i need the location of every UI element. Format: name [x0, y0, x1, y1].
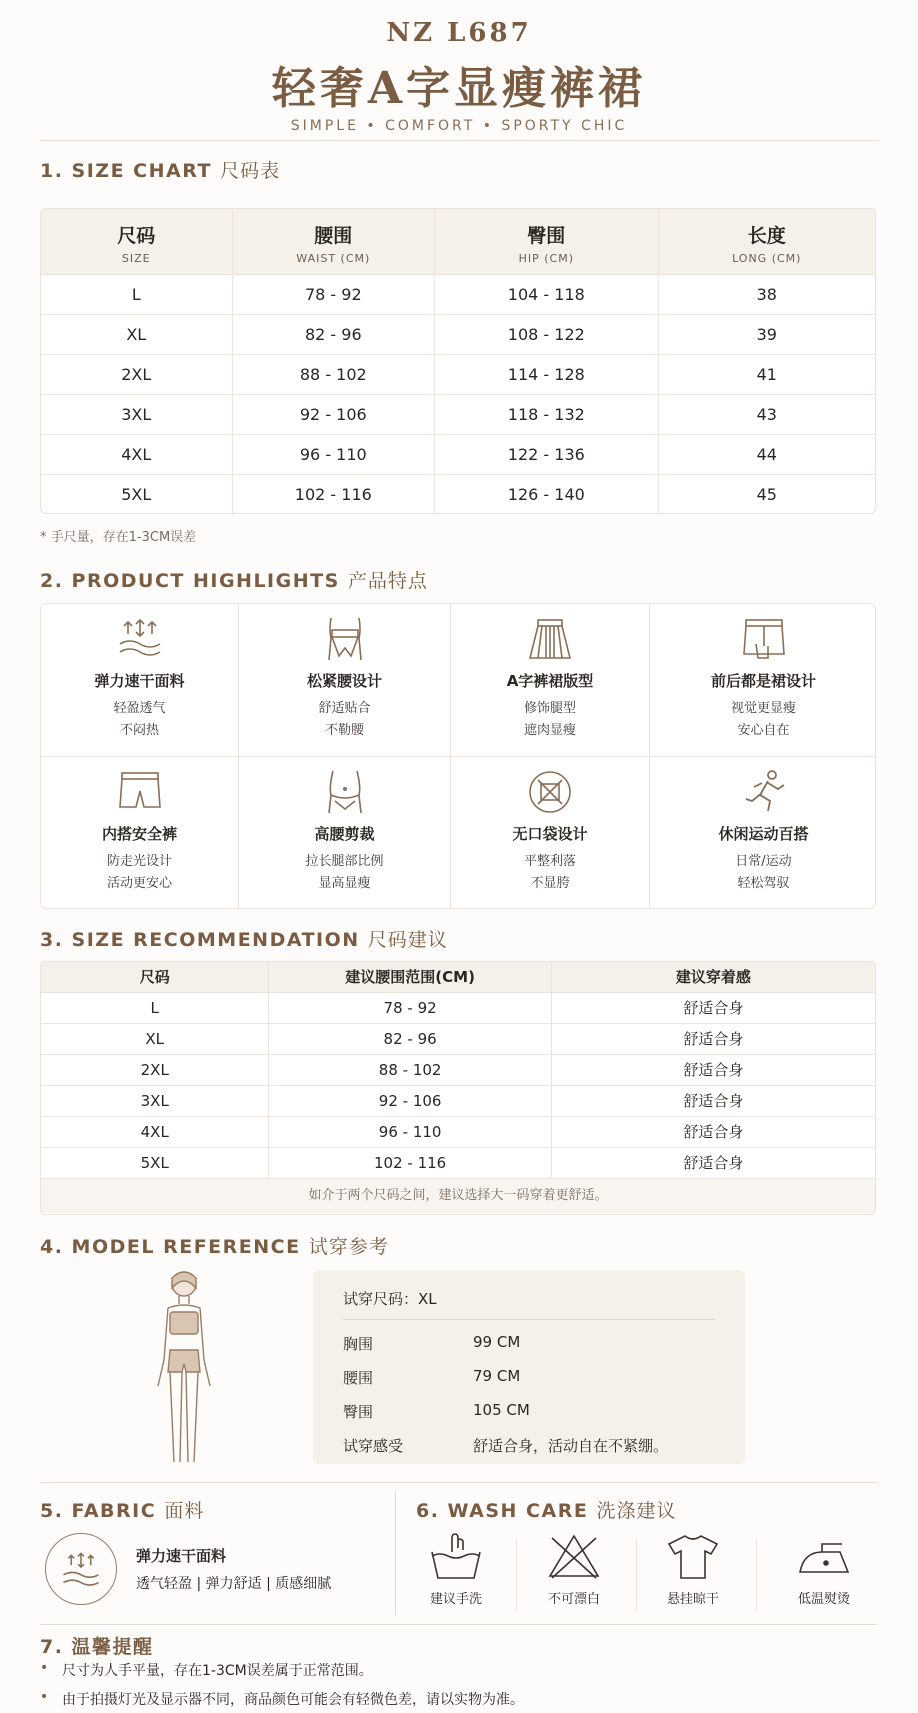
divider [40, 1482, 878, 1483]
model-figure-icon [148, 1268, 220, 1468]
low-iron-icon [796, 1532, 852, 1582]
highlights-grid [40, 603, 876, 909]
table-row: XL 82 - 96 舒适合身 [41, 1024, 875, 1055]
table-row: 3XL 92 - 106 118 - 132 43 [41, 395, 875, 435]
hand-wash-icon [428, 1532, 484, 1582]
table-row: 5XL 102 - 116 126 - 140 45 [41, 475, 875, 514]
fabric-desc: 透气轻盈 | 弹力舒适 | 质感细腻 [136, 1576, 332, 1592]
table-row: 5XL 102 - 116 舒适合身 [41, 1148, 875, 1179]
heading-en: 3. SIZE RECOMMENDATION [40, 929, 360, 951]
runner-icon [738, 769, 790, 815]
highlight-item: A字裤裙版型 修饰腿型 遮肉显瘦 [451, 604, 650, 757]
table-row: 4XL 96 - 110 舒适合身 [41, 1117, 875, 1148]
heading-en: 1. SIZE CHART [40, 160, 212, 182]
heading-cn: 洗涤建议 [596, 1500, 677, 1522]
tagline: SIMPLE • COMFORT • SPORTY CHIC [290, 118, 628, 134]
trial-size: 试穿尺码：XL [343, 1288, 715, 1320]
tip-item: • 由于拍摄灯光及显示器不同，商品颜色可能会有轻微色差，请以实物为准。 [40, 1689, 524, 1708]
table-row: XL 82 - 96 108 - 122 39 [41, 315, 875, 355]
col-size: 尺码 SIZE [41, 209, 233, 274]
highlight-item: 前后都是裙设计 视觉更显瘦 安心自在 [650, 604, 876, 757]
shorts-icon [114, 769, 166, 815]
care-item: 建议手洗 [406, 1532, 506, 1607]
divider [395, 1490, 396, 1615]
tip-item: • 尺寸为人手平量，存在1-3CM误差属于正常范围。 [40, 1660, 373, 1679]
no-bleach-icon [546, 1532, 602, 1582]
divider [636, 1540, 637, 1610]
recommendation-table [40, 961, 876, 1215]
model-measure-row: 臀围 105 CM [343, 1401, 530, 1421]
table-row: 2XL 88 - 102 舒适合身 [41, 1055, 875, 1086]
table-row: 3XL 92 - 106 舒适合身 [41, 1086, 875, 1117]
waistband-icon [319, 616, 371, 662]
stretch-icon [114, 616, 166, 662]
tips-heading: 7. 温馨提醒 [40, 1636, 154, 1658]
highlight-item: 内搭安全裤 防走光设计 活动更安心 [41, 757, 239, 909]
heading-en: 5. FABRIC [40, 1500, 157, 1522]
divider [516, 1540, 517, 1610]
tips-list [40, 1660, 880, 1713]
size-chart-heading [40, 156, 280, 183]
highlight-item: 弹力速干面料 轻盈透气 不闷热 [41, 604, 239, 757]
model-measure-row: 试穿感受 舒适合身，活动自在不紧绷。 [343, 1437, 669, 1455]
care-item: 悬挂晾干 [643, 1532, 743, 1607]
table-header: 尺码 建议腰围范围(CM) 建议穿着感 [41, 962, 875, 993]
heading-en: 2. PRODUCT HIGHLIGHTS [40, 570, 340, 592]
highlight-item: 无口袋设计 平整利落 不显胯 [451, 757, 650, 909]
heading-en: 6. WASH CARE [416, 1500, 589, 1522]
skort-icon [738, 616, 790, 662]
highlight-item: 休闲运动百搭 日常/运动 轻松驾驭 [650, 757, 876, 909]
heading-cn: 尺码表 [220, 160, 281, 182]
heading-cn: 面料 [164, 1500, 205, 1522]
measurement-note: * 手尺量，存在1-3CM误差 [40, 530, 197, 545]
highlights-heading [40, 566, 428, 593]
table-header [41, 209, 875, 275]
table-row: L 78 - 92 104 - 118 38 [41, 275, 875, 315]
highlight-item: 松紧腰设计 舒适贴合 不勒腰 [239, 604, 451, 757]
skirt-icon [524, 616, 576, 662]
heading-cn: 试穿参考 [308, 1236, 389, 1258]
recommendation-note: 如介于两个尺码之间，建议选择大一码穿着更舒适。 [41, 1179, 875, 1213]
high-waist-icon [319, 769, 371, 815]
size-chart-table [40, 208, 876, 514]
fabric-heading [40, 1496, 204, 1523]
care-item: 低温熨烫 [774, 1532, 874, 1607]
recommendation-heading [40, 925, 448, 952]
model-measure-row: 胸围 99 CM [343, 1333, 521, 1353]
divider [756, 1540, 757, 1610]
page-title: 轻奢A字显瘦裤裙 [271, 63, 647, 114]
divider [40, 1624, 878, 1625]
fabric-stretch-icon [45, 1533, 117, 1605]
table-row: L 78 - 92 舒适合身 [41, 993, 875, 1024]
highlight-item: 高腰剪裁 拉长腿部比例 显高显瘦 [239, 757, 451, 909]
table-row: 4XL 96 - 110 122 - 136 44 [41, 435, 875, 475]
wash-care-heading [416, 1496, 676, 1523]
col-waist: 腰围 WAIST (CM) [233, 209, 436, 274]
model-info-card [313, 1270, 745, 1464]
col-hip: 臀围 HIP (CM) [435, 209, 658, 274]
heading-cn: 产品特点 [347, 570, 428, 592]
col-length: 长度 LONG (CM) [732, 225, 802, 265]
brand-code: NZ L687 [386, 18, 532, 48]
heading-cn: 尺码建议 [367, 929, 448, 951]
hang-dry-icon [665, 1532, 721, 1582]
care-item: 不可漂白 [524, 1532, 624, 1607]
fabric-name: 弹力速干面料 [136, 1547, 227, 1565]
model-heading [40, 1232, 389, 1259]
divider [40, 140, 878, 141]
table-row: 2XL 88 - 102 114 - 128 41 [41, 355, 875, 395]
no-pocket-icon [524, 769, 576, 815]
heading-en: 4. MODEL REFERENCE [40, 1236, 301, 1258]
model-measure-row: 腰围 79 CM [343, 1367, 521, 1387]
